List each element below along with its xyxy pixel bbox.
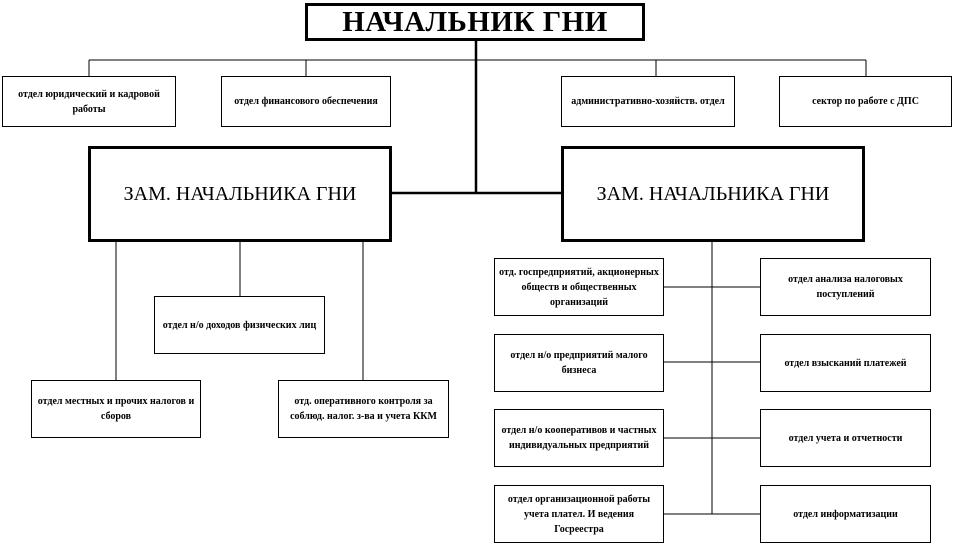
dept-individual-income (154, 296, 325, 354)
dept-accounting-label: отдел учета и отчетности (788, 432, 903, 444)
deputy-left-box (88, 146, 392, 242)
dept-collections-label: отдел взысканий платежей (784, 357, 907, 369)
dept-tax-analysis (760, 258, 931, 316)
dept-small-business (494, 334, 664, 392)
dept-tax-analysis-label: отдел анализа налоговых поступлений (788, 274, 903, 300)
dept-operative-control-label: отд. оперативного контроля за соблюд. налог. з-ва и учета ККМ (290, 396, 437, 422)
dept-small-business-label: отдел н/о предприятий малого бизнеса (510, 350, 648, 376)
dept-dps (779, 76, 952, 127)
dept-it-label: отдел информатизации (793, 508, 898, 520)
dept-dps-label: сектор по работе с ДПС (812, 96, 919, 107)
head-title: НАЧАЛЬНИК ГНИ (342, 5, 608, 38)
dept-admin (561, 76, 735, 127)
dept-legal-hr-label: отдел юридический и кадровой работы (18, 88, 160, 115)
deputy-right-title: ЗАМ. НАЧАЛЬНИКА ГНИ (596, 182, 830, 205)
dept-it (760, 485, 931, 543)
dept-state-enterprises-label: отд. госпредприятий, акционерных обществ и общественных организаций (499, 266, 659, 308)
deputy-right-box (561, 146, 865, 242)
dept-local-taxes-label: отдел местных и прочих налогов и сборов (37, 396, 195, 422)
dept-local-taxes (31, 380, 201, 438)
dept-finance-label: отдел финансового обеспечения (234, 96, 378, 107)
dept-registry (494, 485, 664, 543)
dept-legal-hr (2, 76, 176, 127)
dept-accounting (760, 409, 931, 467)
dept-admin-label: административно-хозяйств. отдел (571, 96, 725, 107)
head-box (305, 3, 645, 41)
dept-state-enterprises (494, 258, 664, 316)
deputy-left-title: ЗАМ. НАЧАЛЬНИКА ГНИ (123, 182, 357, 205)
dept-finance (221, 76, 391, 127)
dept-individual-income-label: отдел н/о доходов физических лиц (162, 319, 317, 331)
dept-registry-label: отдел организационной работы учета плател. И ведения Госреестра (507, 493, 651, 535)
dept-operative-control (278, 380, 449, 438)
dept-cooperatives (494, 409, 664, 467)
dept-cooperatives-label: отдел н/о кооперативов и частных индивидуальных предприятий (501, 425, 657, 451)
dept-collections (760, 334, 931, 392)
